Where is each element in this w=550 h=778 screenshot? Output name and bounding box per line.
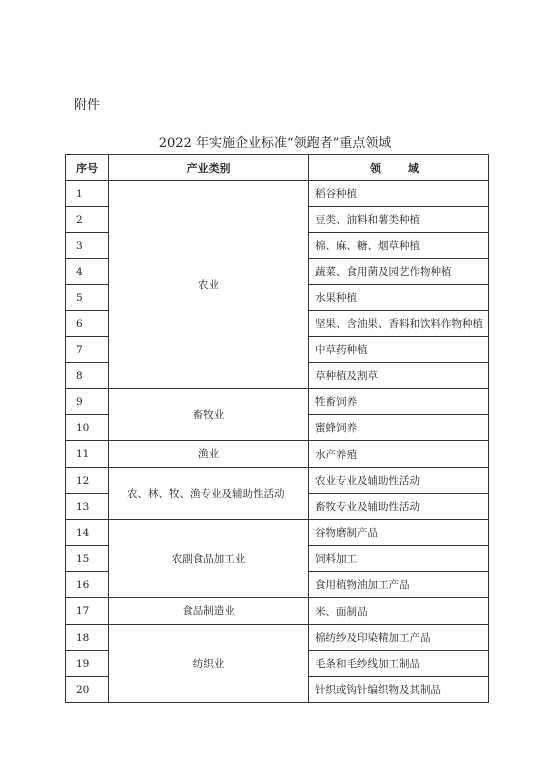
row-area: 稻谷种植 <box>309 181 489 207</box>
row-area: 毛条和毛纱线加工制品 <box>309 651 489 677</box>
row-area: 中草药种植 <box>309 337 489 363</box>
row-category: 食品制造业 <box>109 598 309 625</box>
table-row <box>66 441 489 468</box>
row-seq: 4 <box>66 259 109 285</box>
row-seq: 15 <box>66 546 109 572</box>
row-area: 饲料加工 <box>309 546 489 572</box>
row-seq: 1 <box>66 181 109 207</box>
row-area: 米、面制品 <box>309 598 489 625</box>
table-row <box>66 468 489 494</box>
row-area: 牲畜饲养 <box>309 389 489 415</box>
key-areas-table <box>65 154 489 703</box>
row-seq: 12 <box>66 468 109 494</box>
header-category: 产业类别 <box>109 155 309 181</box>
row-area: 棉纺纱及印染精加工产品 <box>309 625 489 651</box>
row-area: 棉、麻、糖、烟草种植 <box>309 233 489 259</box>
attachment-label: 附件 <box>74 98 101 113</box>
table-row <box>66 389 489 415</box>
row-seq: 13 <box>66 494 109 520</box>
row-seq: 7 <box>66 337 109 363</box>
header-area: 领 域 <box>309 155 489 181</box>
row-seq: 14 <box>66 520 109 546</box>
row-seq: 5 <box>66 285 109 311</box>
row-category: 渔业 <box>109 441 309 468</box>
row-seq: 18 <box>66 625 109 651</box>
row-area: 农业专业及辅助性活动 <box>309 468 489 494</box>
row-seq: 2 <box>66 207 109 233</box>
table-row <box>66 181 489 207</box>
row-area: 蔬菜、食用菌及园艺作物种植 <box>309 259 489 285</box>
document-title: 2022 年实施企业标准“领跑者”重点领域 <box>158 136 392 151</box>
row-category: 畜牧业 <box>109 389 309 441</box>
row-area: 水产养殖 <box>309 441 489 468</box>
row-area: 水果种植 <box>309 285 489 311</box>
row-seq: 16 <box>66 572 109 598</box>
row-seq: 6 <box>66 311 109 337</box>
row-category: 农业 <box>109 181 309 389</box>
row-area: 坚果、含油果、香料和饮料作物种植 <box>309 311 489 337</box>
row-category: 农副食品加工业 <box>109 520 309 598</box>
row-seq: 17 <box>66 598 109 625</box>
row-seq: 3 <box>66 233 109 259</box>
row-area: 食用植物油加工产品 <box>309 572 489 598</box>
row-seq: 8 <box>66 363 109 389</box>
row-seq: 20 <box>66 677 109 703</box>
row-category: 农、林、牧、渔专业及辅助性活动 <box>109 468 309 520</box>
table-row <box>66 598 489 625</box>
row-area: 谷物磨制产品 <box>309 520 489 546</box>
row-seq: 19 <box>66 651 109 677</box>
header-seq: 序号 <box>66 155 109 181</box>
row-category: 纺织业 <box>109 625 309 703</box>
row-area: 蜜蜂饲养 <box>309 415 489 441</box>
row-area: 草种植及割草 <box>309 363 489 389</box>
table-header-row <box>66 155 489 181</box>
row-area: 畜牧专业及辅助性活动 <box>309 494 489 520</box>
table-row <box>66 520 489 546</box>
table-row <box>66 625 489 651</box>
row-area: 豆类、油料和薯类种植 <box>309 207 489 233</box>
row-seq: 11 <box>66 441 109 468</box>
row-seq: 10 <box>66 415 109 441</box>
table-body <box>66 181 489 703</box>
row-area: 针织或钩针编织物及其制品 <box>309 677 489 703</box>
row-seq: 9 <box>66 389 109 415</box>
